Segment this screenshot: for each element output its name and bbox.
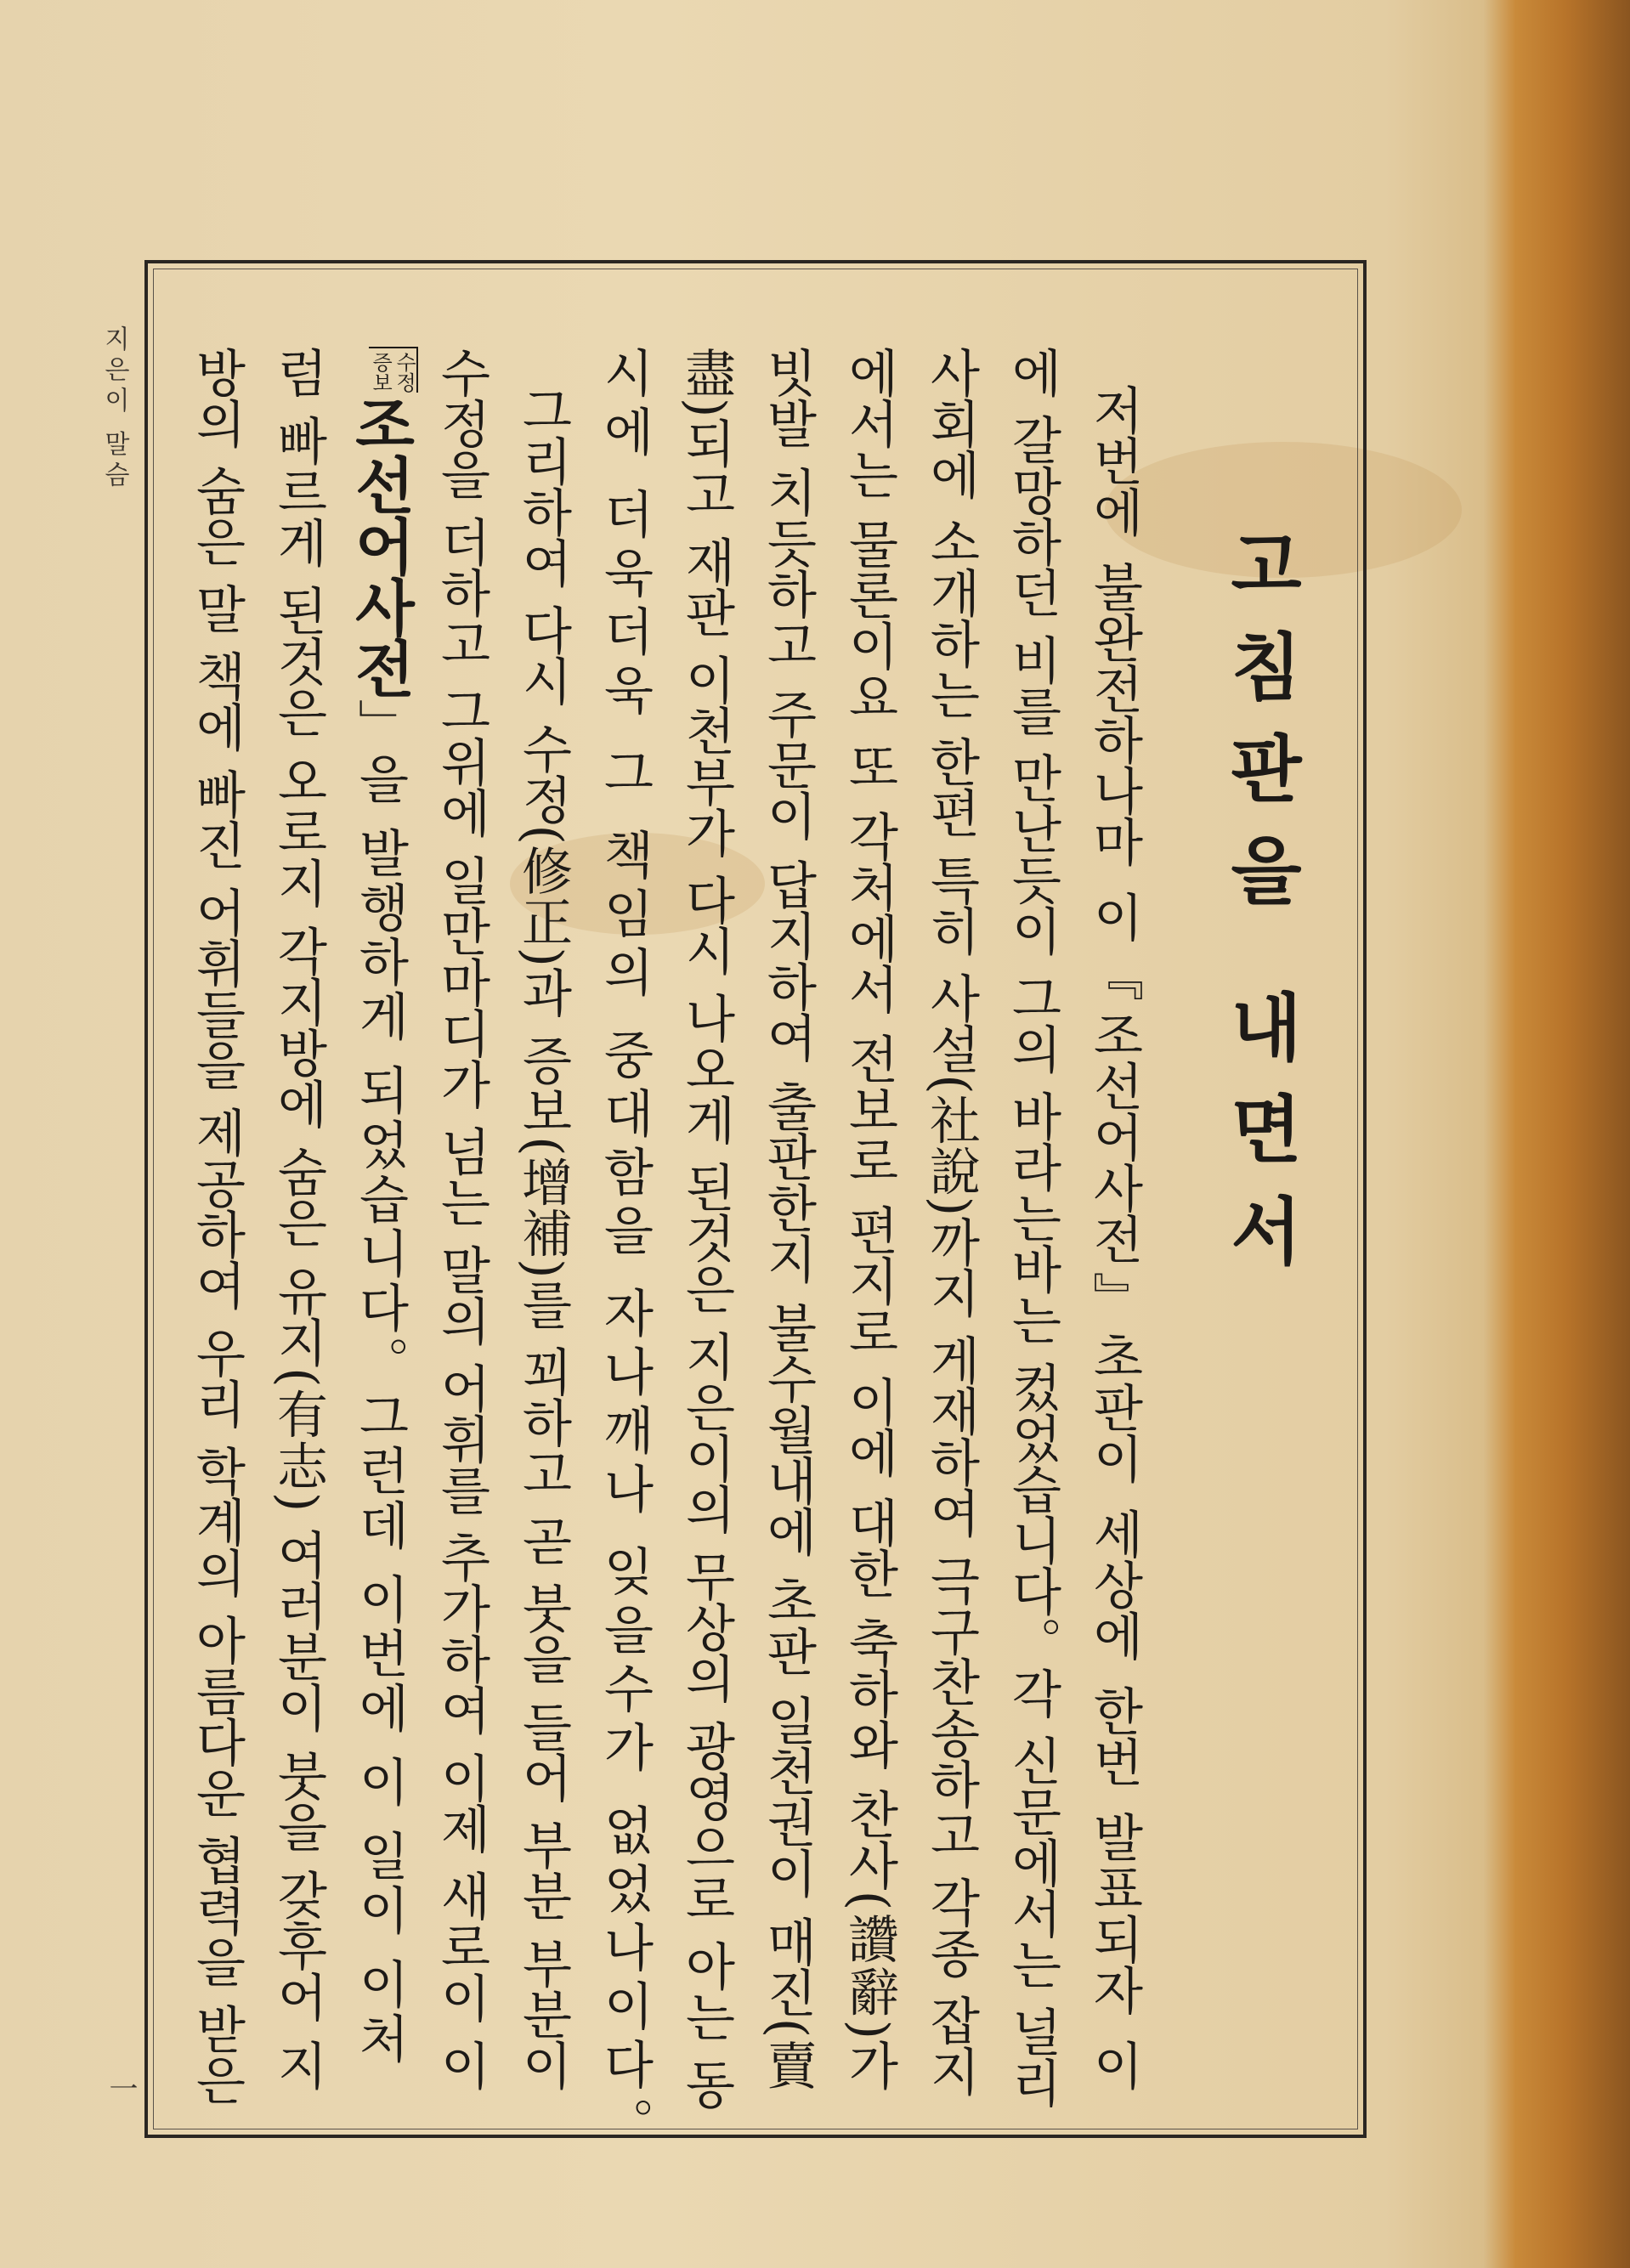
edition-annotation bbox=[369, 347, 418, 393]
text-column-9: 수정을 더하고 그위에 일만마디가 넘는 말의 어휘를 추가하여 이제 새로이 이 bbox=[432, 347, 491, 2090]
text-column-5: 빗발 치듯하고 주문이 답지하여 출판한지 불수월내에 초판 일천권이 매진(賣 bbox=[758, 347, 818, 2090]
text-column-11: 럼 빠르게 된것은 오로지 각지방에 숨은 유지(有志) 여러분이 붓을 갖후어 지 bbox=[269, 347, 328, 2090]
text-column-2: 에 갈망하던 비를 만난듯이 그의 바라는바는 컸었습니다。각 신문에서는 널리 bbox=[1003, 347, 1062, 2108]
book-title: 조선어사전 bbox=[344, 393, 416, 698]
annotation-enlarged: 증보 bbox=[368, 352, 393, 393]
text-column-6: 盡)되고 재판 이천부가 다시 나오게 된것은 지은이의 무상의 광영으로 아는 동 bbox=[676, 347, 736, 2110]
text-column-3: 사회에 소개하는 한편 특히 사설(社說)까지 게재하여 극구찬송하고 각종 잡지 bbox=[921, 347, 981, 2097]
text-column-7: 시에 더욱더욱 그 책임의 중대함을 자나깨나 잊을수가 없었나이다。 bbox=[595, 347, 654, 2156]
page-title: 고침판을 내면서 bbox=[1217, 527, 1303, 1295]
annotation-revised: 수정 bbox=[392, 352, 416, 393]
text-column-4: 에서는 물론이요 또 각처에서 전보로 편지로 이에 대한 축하와 찬사(讚辭)가 bbox=[840, 347, 899, 2090]
running-header: 지은이 말슴 bbox=[99, 325, 129, 492]
text-column-12: 방의 숨은 말 책에 빠진 어휘들을 제공하여 우리 학계의 아름다운 협력을 받은 bbox=[187, 347, 246, 2106]
text-column-1: 저번에 불완전하나마 이『조선어사전』초판이 세상에 한번 발표되자 이 bbox=[1084, 384, 1144, 2090]
column-10-text: 」을 발행하게 되었습니다。그런데 이번에 이 일이 이처 bbox=[350, 698, 410, 2067]
text-column-10 bbox=[342, 347, 418, 2090]
page-number: 一 bbox=[104, 2073, 138, 2102]
text-column-8: 그리하여 다시 수정(修正)과 증보(增補)를 꾀하고 곧 붓을 들어 부분 부분이 bbox=[513, 384, 573, 2090]
